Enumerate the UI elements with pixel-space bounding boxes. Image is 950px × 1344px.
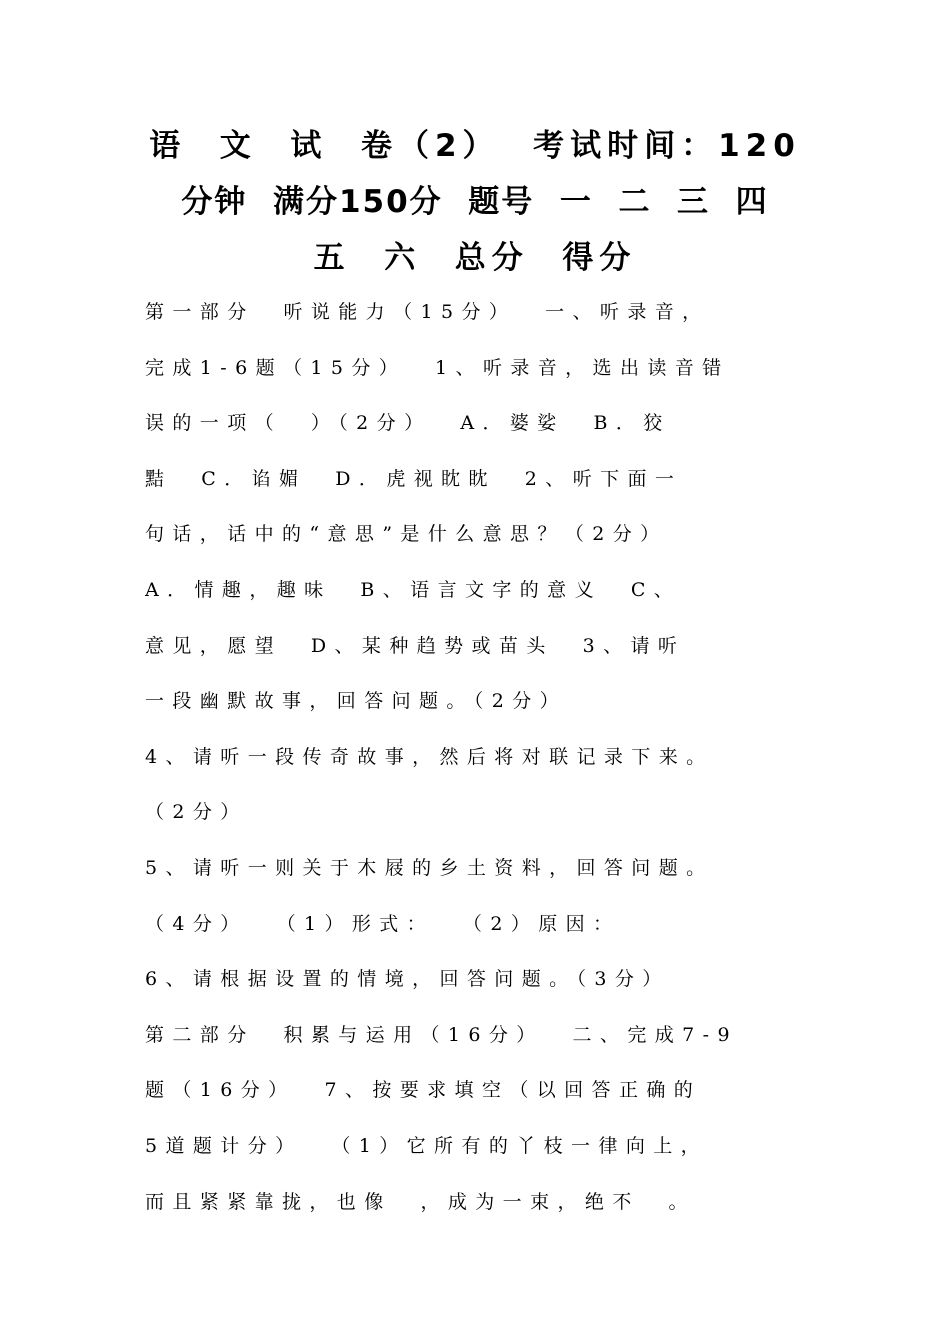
body-line-15: 题（16分） 7、按要求填空（以回答正确的 xyxy=(145,1079,702,1101)
body-line-10: （2分） xyxy=(145,801,248,823)
body-line-1: 第一部分 听说能力（15分） 一、听录音， xyxy=(145,301,710,323)
body-line-11: 5、请听一则关于木屐的乡土资料，回答问题。 xyxy=(145,857,714,879)
exam-title-line-2: 分钟 满分150分 题号 一 二 三 四 xyxy=(181,184,769,220)
body-line-9: 4、请听一段传奇故事，然后将对联记录下来。 xyxy=(145,746,714,768)
body-line-14: 第二部分 积累与运用（16分） 二、完成7-9 xyxy=(145,1024,738,1046)
body-line-4: 黠 C．谄媚 D．虎视眈眈 2、听下面一 xyxy=(145,468,683,490)
body-line-12: （4分） （1）形式： （2）原因： xyxy=(145,913,621,935)
body-line-5: 句话，话中的“意思”是什么意思？（2分） xyxy=(145,523,668,545)
exam-title-line-3: 五 六 总分 得分 xyxy=(313,240,637,276)
body-line-2: 完成1-6题（15分） 1、听录音，选出读音错 xyxy=(145,357,730,379)
body-line-6: A．情趣，趣味 B、语言文字的意义 C、 xyxy=(145,579,682,601)
exam-title-line-1: 语 文 试 卷（2） 考试时间：120 xyxy=(149,128,801,164)
body-line-13: 6、请根据设置的情境，回答问题。（3分） xyxy=(145,968,670,990)
body-line-3: 误的一项（ ）（2分） A．婆娑 B．狡 xyxy=(145,412,671,434)
body-line-16: 5道题计分） （1）它所有的丫枝一律向上， xyxy=(145,1135,709,1157)
body-line-8: 一段幽默故事，回答问题。（2分） xyxy=(145,690,567,712)
body-line-7: 意见，愿望 D、某种趋势或苗头 3、请听 xyxy=(145,635,686,657)
body-line-17: 而且紧紧靠拢，也像 ，成为一束，绝不 。 xyxy=(145,1191,696,1213)
